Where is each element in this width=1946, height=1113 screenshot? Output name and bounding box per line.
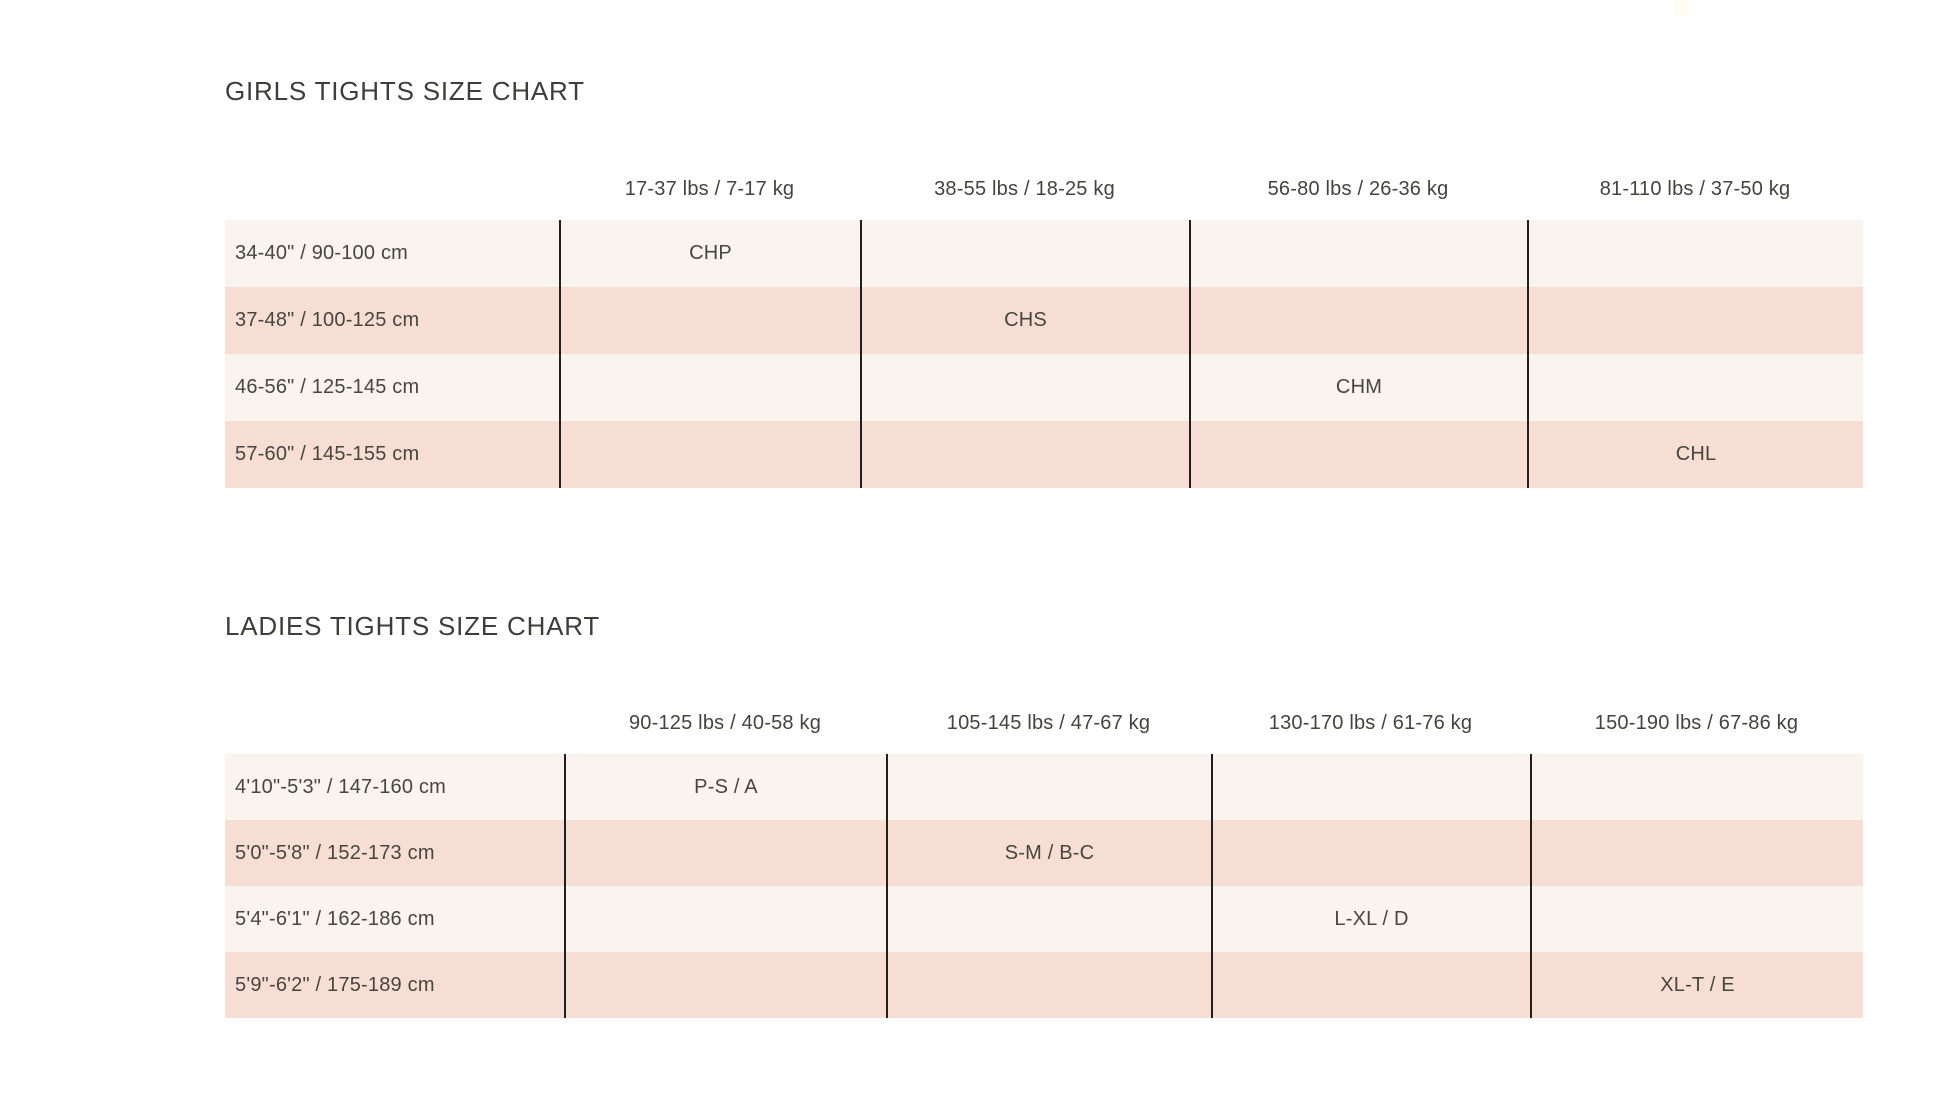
size-cell [1527,220,1863,287]
size-cell [559,354,860,421]
ladies-size-table [225,754,1863,1018]
weight-header: 90-125 lbs / 40-58 kg [628,712,822,734]
size-cell [1530,886,1863,952]
empty-header-cell [225,712,564,735]
size-cell: XL-T / E [1530,952,1863,1018]
size-cell: CHM [1189,354,1527,421]
height-label: 5'0"-5'8" / 152-173 cm [235,841,435,864]
empty-header-cell [225,178,559,201]
height-label: 34-40" / 90-100 cm [235,242,409,264]
table-row [225,952,1863,1018]
size-cell [886,952,1211,1018]
height-label: 37-48" / 100-125 cm [235,309,420,331]
girls-chart-title: GIRLS TIGHTS SIZE CHART [225,76,585,106]
ladies-size-chart-section [225,613,1863,1018]
size-cell [564,886,886,952]
size-cell [1189,421,1527,488]
size-cell: CHP [559,220,860,287]
weight-header: 105-145 lbs / 47-67 kg [946,712,1151,734]
size-cell [1530,820,1863,886]
size-cell: CHS [860,287,1189,354]
size-cell [886,886,1211,952]
table-row [225,287,1863,354]
size-cell [1211,952,1530,1018]
weight-header: 130-170 lbs / 61-76 kg [1268,712,1473,734]
size-cell [860,354,1189,421]
table-row [225,820,1863,886]
weight-header: 56-80 lbs / 26-36 kg [1267,178,1449,200]
size-cell: L-XL / D [1211,886,1530,952]
height-label: 5'4"-6'1" / 162-186 cm [235,907,435,930]
size-cell [1527,354,1863,421]
ladies-weight-header-row [225,712,1863,734]
weight-header: 17-37 lbs / 7-17 kg [624,178,795,200]
height-label: 57-60" / 145-155 cm [235,443,420,465]
size-cell [860,421,1189,488]
size-cell [559,421,860,488]
weight-header: 38-55 lbs / 18-25 kg [934,178,1115,200]
size-cell [564,820,886,886]
size-cell [1189,220,1527,287]
size-cell [860,220,1189,287]
size-cell [1211,754,1530,820]
size-cell [1527,287,1863,354]
ladies-chart-title: LADIES TIGHTS SIZE CHART [225,611,601,641]
table-row [225,754,1863,820]
girls-size-table [225,220,1863,488]
table-row [225,421,1863,488]
weight-header: 81-110 lbs / 37-50 kg [1599,178,1791,200]
table-row [225,354,1863,421]
height-label: 4'10"-5'3" / 147-160 cm [235,775,446,798]
size-cell [1189,287,1527,354]
size-cell [886,754,1211,820]
size-cell: CHL [1527,421,1863,488]
girls-weight-header-row [225,178,1863,200]
weight-header: 150-190 lbs / 67-86 kg [1594,712,1799,734]
girls-size-chart-section [225,78,1863,488]
size-cell [1530,754,1863,820]
table-row [225,886,1863,952]
page-corner-artifact [1674,0,1688,16]
table-row [225,220,1863,287]
size-cell: S-M / B-C [886,820,1211,886]
height-label: 5'9"-6'2" / 175-189 cm [235,973,435,996]
size-cell [559,287,860,354]
size-cell: P-S / A [564,754,886,820]
size-cell [1211,820,1530,886]
height-label: 46-56" / 125-145 cm [235,376,420,398]
size-cell [564,952,886,1018]
